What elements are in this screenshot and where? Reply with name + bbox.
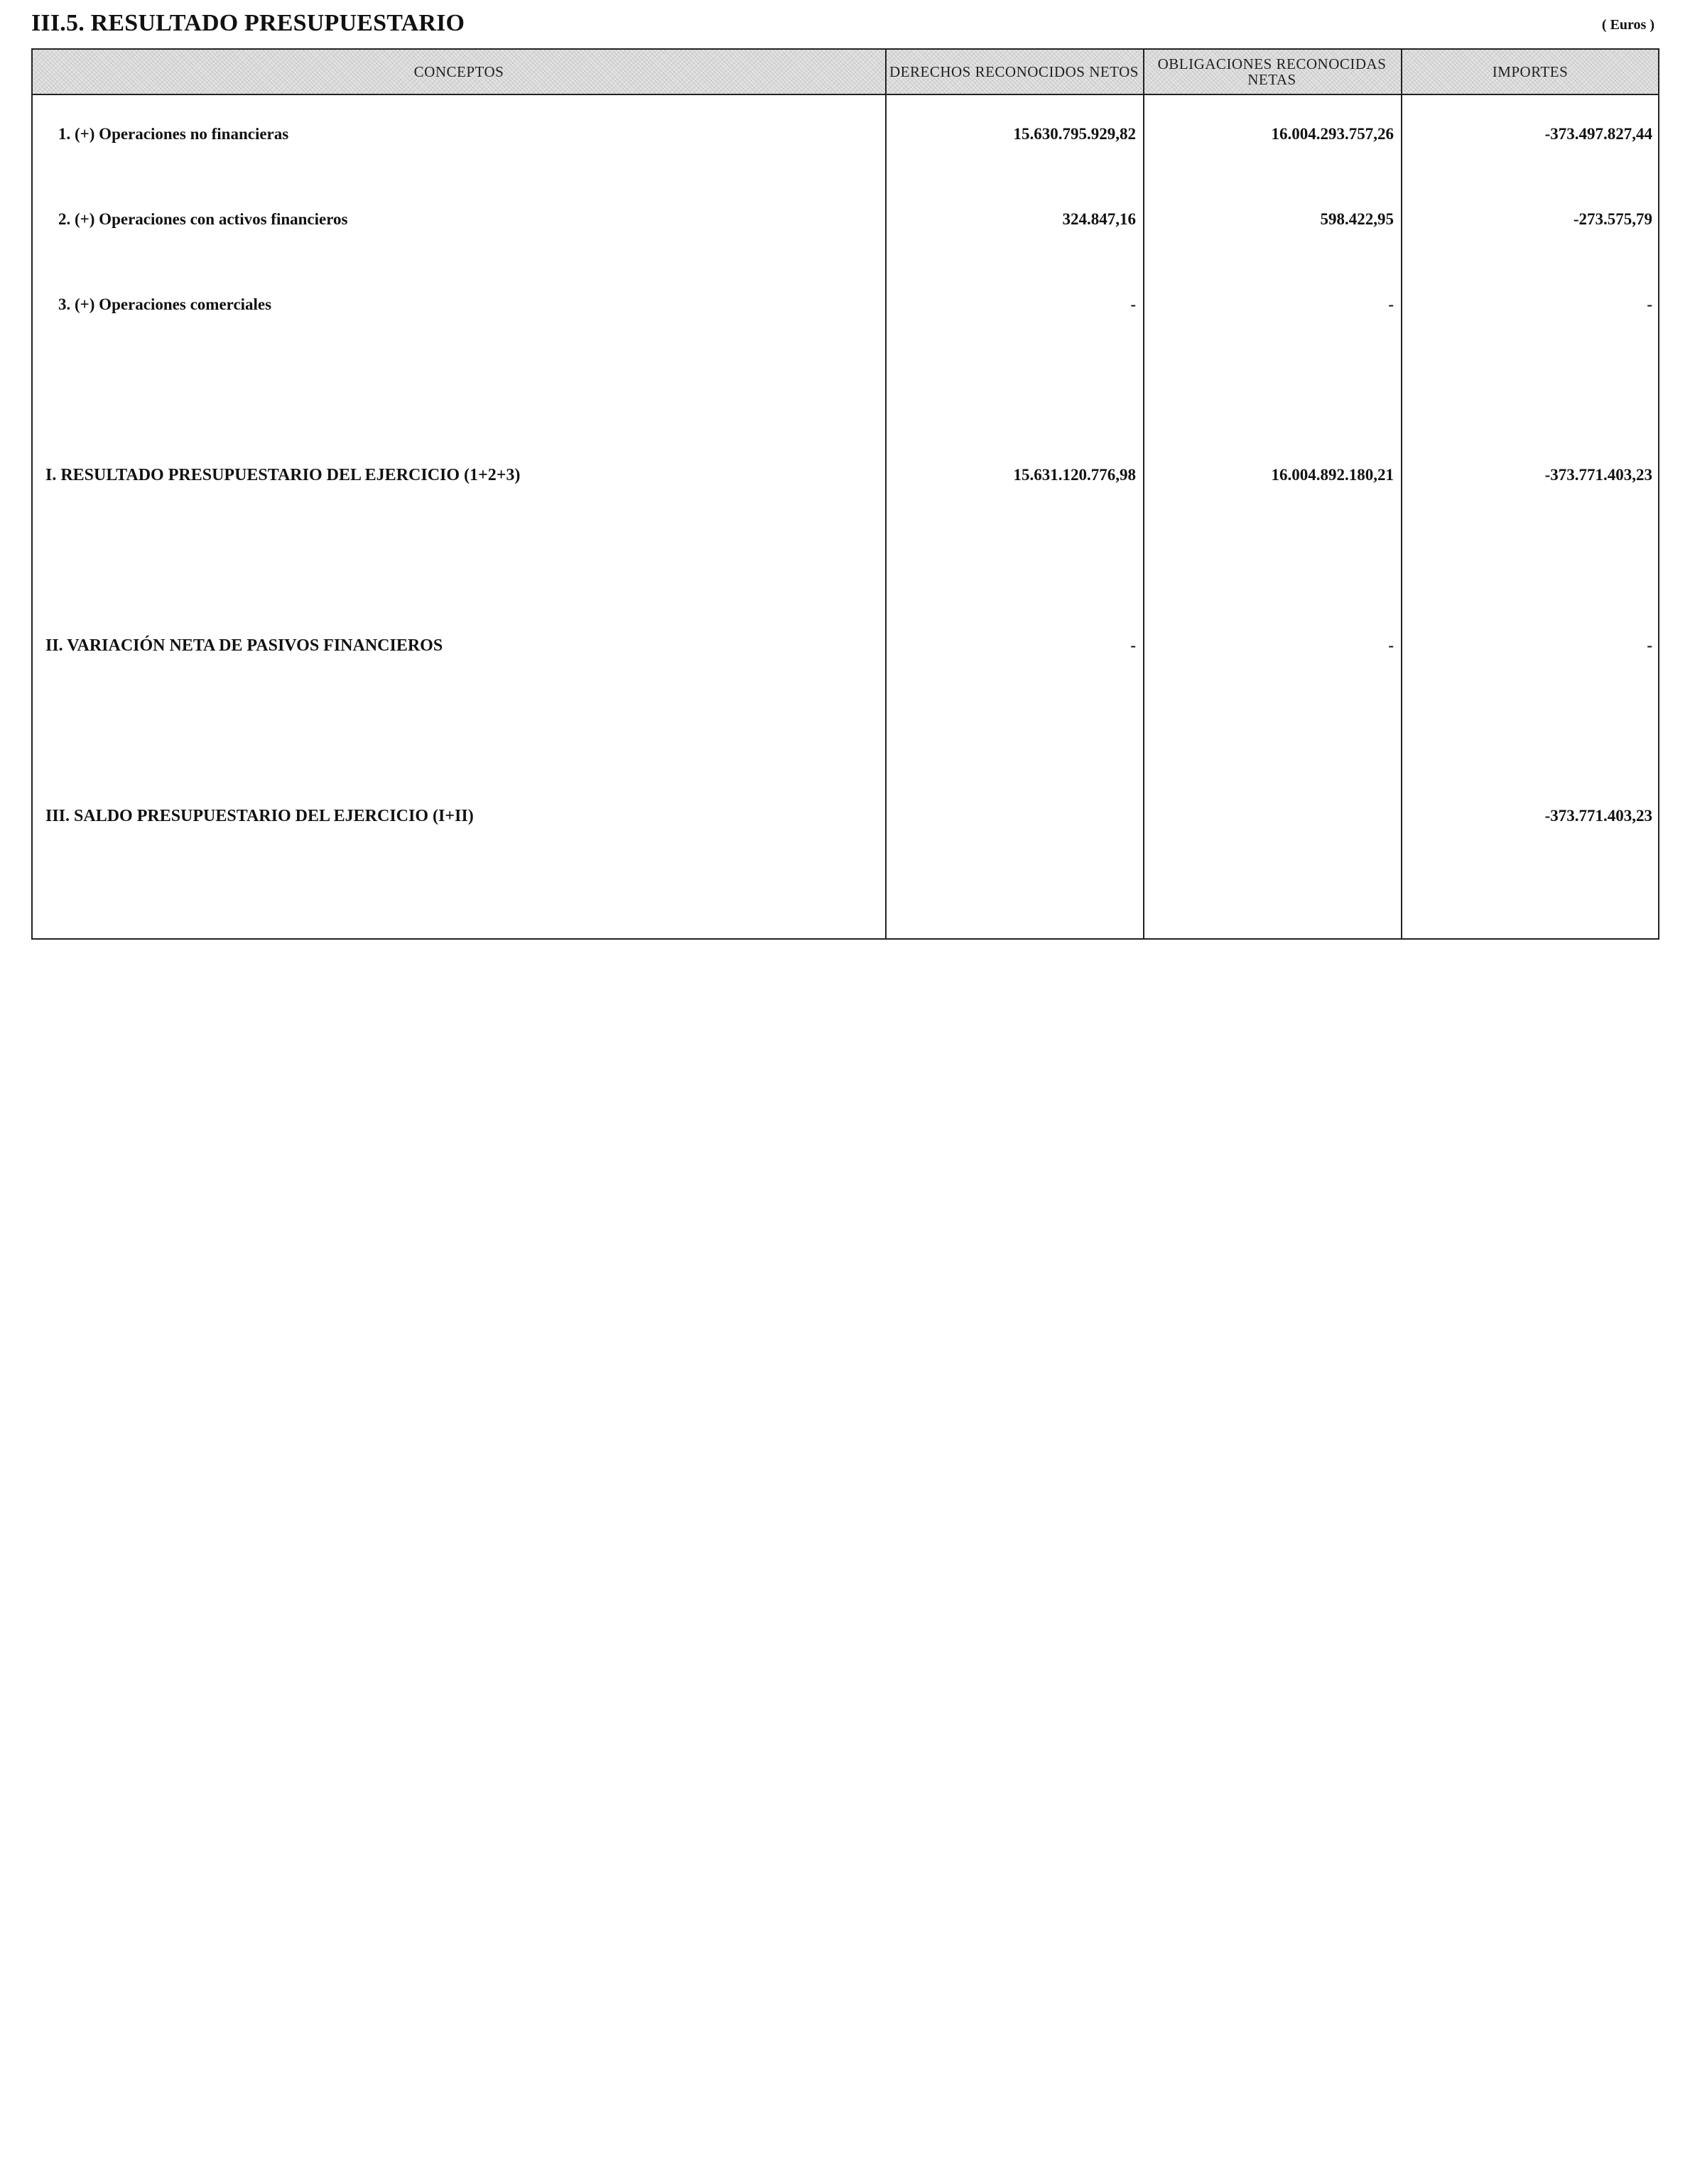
row-concept: II. VARIACIÓN NETA DE PASIVOS FINANCIEROS xyxy=(45,636,443,655)
row-concept: 3. (+) Operaciones comerciales xyxy=(58,295,272,313)
table-row xyxy=(33,634,1658,658)
table-header-row xyxy=(33,50,1658,95)
row-importes-value: -373.771.403,23 xyxy=(1544,807,1652,825)
row-importes-value: -373.771.403,23 xyxy=(1544,466,1652,484)
row-obligaciones-value: - xyxy=(1388,295,1394,313)
row-importes-value: -373.497.827,44 xyxy=(1544,125,1652,143)
row-obligaciones-value: 598.422,95 xyxy=(1320,210,1394,228)
table-row xyxy=(33,293,1658,317)
row-concept: 2. (+) Operaciones con activos financieros xyxy=(58,210,348,228)
header-concepts: CONCEPTOS xyxy=(413,63,504,80)
row-concept: 1. (+) Operaciones no financieras xyxy=(58,125,289,143)
row-importes-value: -273.575,79 xyxy=(1573,210,1652,228)
header-derechos: DERECHOS RECONOCIDOS NETOS xyxy=(889,63,1139,80)
table-row xyxy=(33,207,1658,232)
row-obligaciones-value: - xyxy=(1388,636,1394,654)
table-row xyxy=(33,122,1658,146)
header-importes: IMPORTES xyxy=(1492,63,1569,80)
units-label: ( Euros ) xyxy=(1601,17,1654,33)
header-obligaciones: OBLIGACIONES RECONOCIDAS NETAS xyxy=(1157,55,1387,88)
row-derechos-value: 15.630.795.929,82 xyxy=(1013,125,1136,143)
row-obligaciones-value: 16.004.892.180,21 xyxy=(1271,466,1394,484)
row-importes-value: - xyxy=(1647,636,1652,654)
page-title: III.5. RESULTADO PRESUPUESTARIO xyxy=(31,10,465,36)
row-derechos-value: - xyxy=(1130,636,1136,654)
table-row xyxy=(33,804,1658,828)
row-derechos-value: - xyxy=(1130,295,1136,313)
row-importes-value: - xyxy=(1647,295,1652,313)
row-concept: I. RESULTADO PRESUPUESTARIO DEL EJERCICIO (1+2+3) xyxy=(45,466,521,484)
budget-result-table xyxy=(31,48,1659,940)
row-concept: III. SALDO PRESUPUESTARIO DEL EJERCICIO (I+II) xyxy=(45,807,474,825)
table-row xyxy=(33,463,1658,487)
row-obligaciones-value: 16.004.293.757,26 xyxy=(1271,125,1394,143)
row-derechos-value: 15.631.120.776,98 xyxy=(1013,466,1136,484)
row-derechos-value: 324.847,16 xyxy=(1062,210,1136,228)
